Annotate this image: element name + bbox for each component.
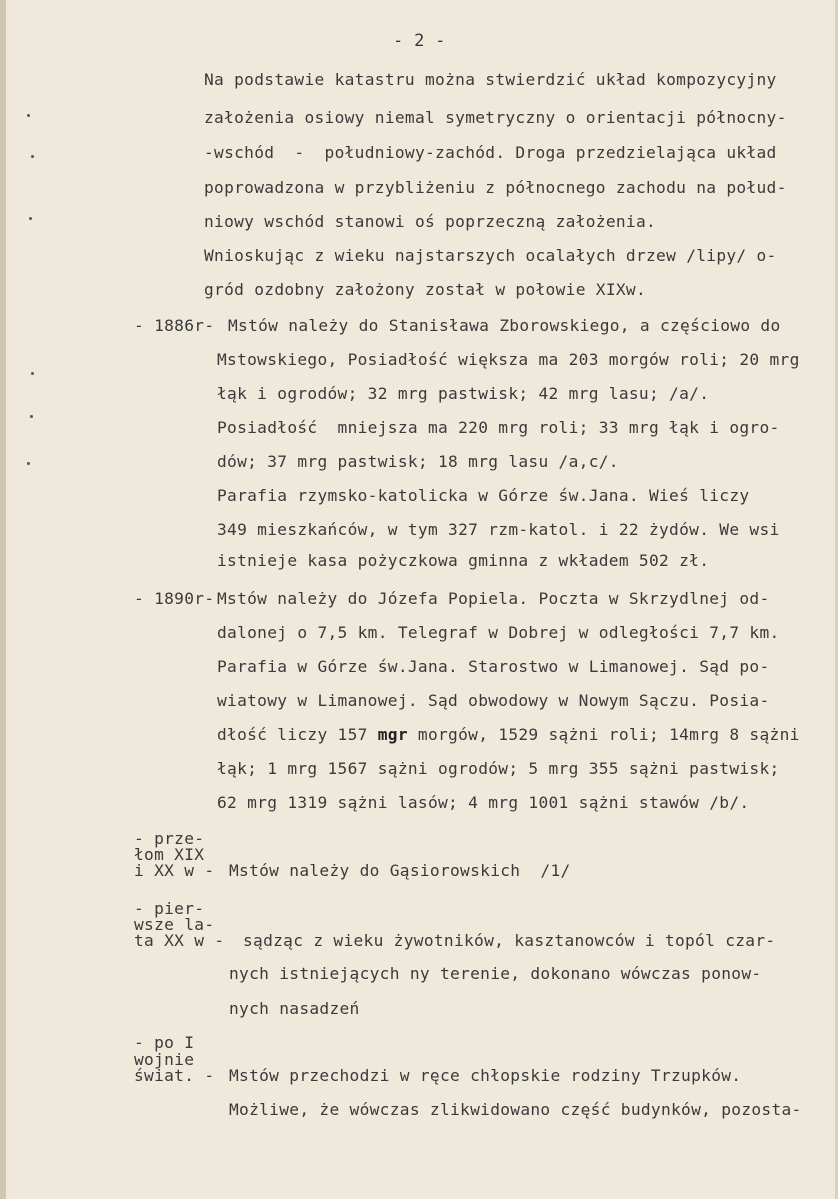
body-line: Wnioskując z wieku najstarszych ocalałych drzew /lipy/ o- (204, 246, 777, 265)
body-line: założenia osiowy niemal symetryczny o orientacji północny- (204, 108, 787, 127)
body-line: niowy wschód stanowi oś poprzeczną założenia. (204, 212, 657, 231)
scan-edge-left (0, 0, 6, 1199)
struck-over-text: mgr (377, 725, 408, 744)
entry-1890-marker: - 1890r- (134, 589, 215, 608)
entry-xx-line: sądząc z wieku żywotników, kasztanowców i topól czar- (243, 931, 776, 950)
entry-1890-line: dalonej o 7,5 km. Telegraf w Dobrej w odległości 7,7 km. (217, 623, 780, 642)
body-line: gród ozdobny założony został w połowie XIXw. (204, 280, 647, 299)
entry-1886-line: łąk i ogrodów; 32 mrg pastwisk; 42 mrg lasu; /a/. (217, 384, 710, 403)
entry-1890-line: Parafia w Górze św.Jana. Starostwo w Limanowej. Sąd po- (217, 657, 770, 676)
entry-1890-text: morgów, 1529 sążni roli; 14mrg 8 sążni (407, 725, 800, 744)
body-line: Na podstawie katastru można stwierdzić układ kompozycyjny (204, 70, 777, 89)
entry-1886-line: Mstowskiego, Posiadłość większa ma 203 morgów roli; 20 mrg (217, 350, 800, 369)
entry-xix-label: łom XIX (134, 845, 205, 864)
entry-1890-line: 62 mrg 1319 sążni lasów; 4 mrg 1001 sążni stawów /b/. (217, 793, 750, 812)
entry-xix-label: - prze- (134, 829, 205, 848)
entry-1890-line: łąk; 1 mrg 1567 sążni ogrodów; 5 mrg 355 sążni pastwisk; (217, 759, 780, 778)
entry-xix-text: Mstów należy do Gąsiorowskich /1/ (229, 861, 571, 880)
margin-dot (31, 372, 34, 375)
entry-1890-line-with-strikeover (217, 725, 800, 745)
entry-1886-line: 349 mieszkańców, w tym 327 rzm-katol. i 22 żydów. We wsi (217, 520, 780, 539)
entry-ww1-line: Możliwe, że wówczas zlikwidowano część budynków, pozosta- (229, 1100, 802, 1119)
entry-1886-line: istnieje kasa pożyczkowa gminna z wkładem 502 zł. (217, 551, 710, 570)
margin-dot (30, 415, 33, 418)
entry-xx-label: - pier- (134, 899, 205, 918)
entry-xix-label: i XX w - (134, 861, 215, 880)
entry-ww1-line: Mstów przechodzi w ręce chłopskie rodziny Trzupków. (229, 1066, 742, 1085)
entry-1890-first-line: Mstów należy do Józefa Popiela. Poczta w Skrzydlnej od- (217, 589, 770, 608)
entry-ww1-label: świat. - (134, 1066, 215, 1085)
entry-1890-text: dłość liczy 157 (217, 725, 378, 744)
entry-1890-line: wiatowy w Limanowej. Sąd obwodowy w Nowym Sączu. Posia- (217, 691, 770, 710)
margin-dot (31, 155, 34, 158)
margin-dot (29, 217, 32, 220)
entry-1886-line: Posiadłość mniejsza ma 220 mrg roli; 33 mrg łąk i ogro- (217, 418, 780, 437)
entry-ww1-label: - po I (134, 1033, 195, 1052)
entry-xx-line: nych nasadzeń (229, 999, 360, 1018)
entry-ww1-label: wojnie (134, 1050, 195, 1069)
entry-xx-label: wsze la- (134, 915, 215, 934)
entry-xx-line: nych istniejących ny terenie, dokonano wówczas ponow- (229, 964, 762, 983)
entry-xx-label: ta XX w - (134, 931, 225, 950)
page-number: - 2 - (393, 31, 446, 51)
entry-1886-first-line: Mstów należy do Stanisława Zborowskiego, a częściowo do (228, 316, 781, 335)
entry-1886-line: Parafia rzymsko-katolicka w Górze św.Jana. Wieś liczy (217, 486, 750, 505)
body-line: poprowadzona w przybliżeniu z północnego zachodu na połud- (204, 178, 787, 197)
entry-1886-marker: - 1886r- (134, 316, 215, 335)
entry-1886-line: dów; 37 mrg pastwisk; 18 mrg lasu /a,c/. (217, 452, 619, 471)
body-line: -wschód - południowy-zachód. Droga przedzielająca układ (204, 143, 777, 162)
margin-dot (27, 114, 30, 117)
margin-dot (27, 462, 30, 465)
